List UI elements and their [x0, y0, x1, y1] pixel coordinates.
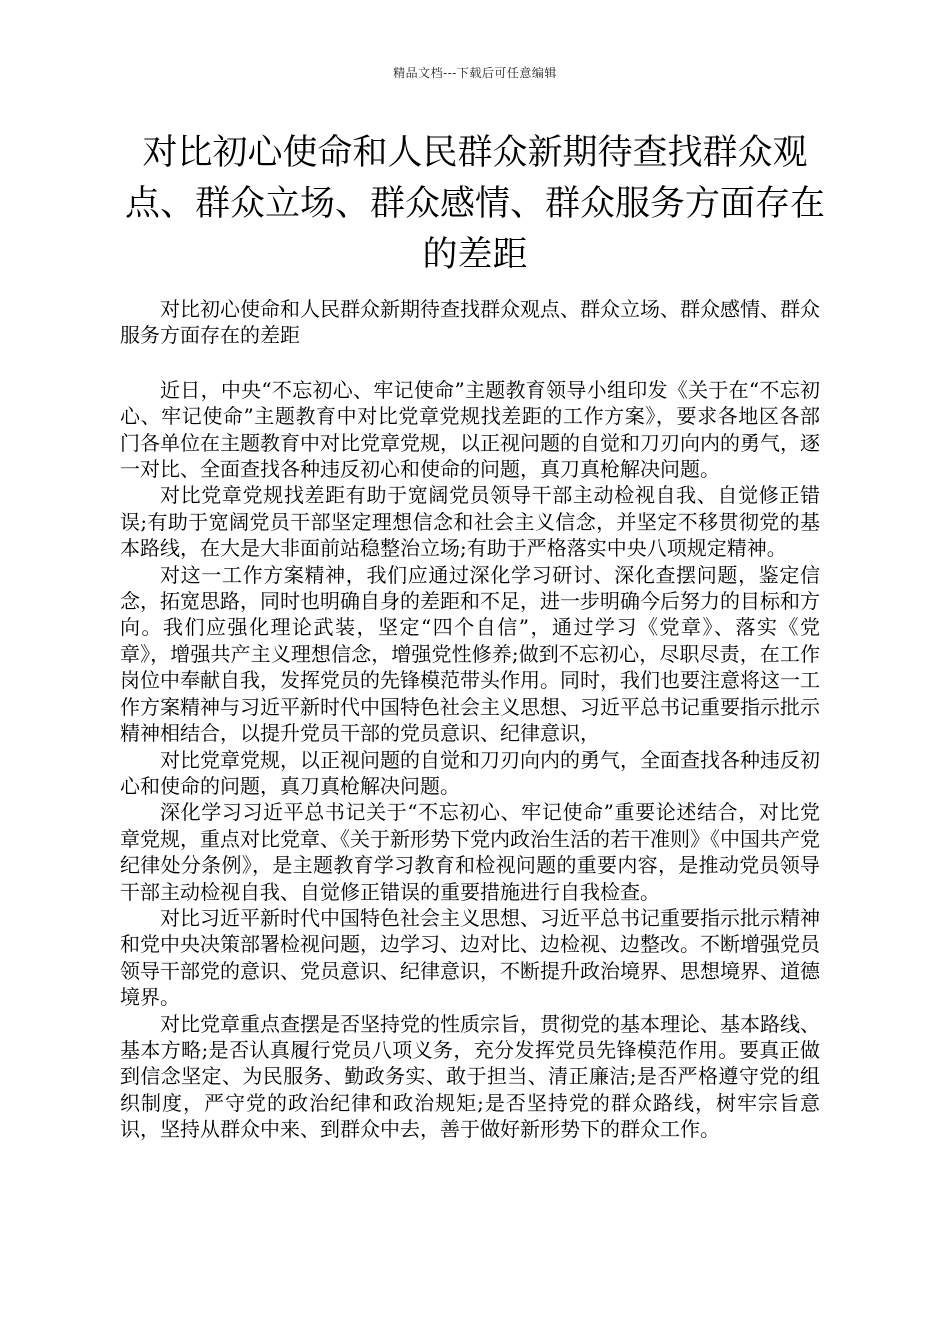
paragraph: 对比党章重点查摆是否坚持党的性质宗旨，贯彻党的基本理论、基本路线、基本方略;是否认真履行党员八项义务，充分发挥党员先锋模范作用。要真正做到信念坚定、为民服务、勤政务实、敢于担当、清正廉洁;是否严格遵守党的组织制度，严守党的政治纪律和政治规矩;是否坚持党的群众路线，树牢宗旨意识，坚持从群众中来、到群众中去，善于做好新形势下的群众工作。	[120, 1011, 820, 1142]
paragraph: 对比党章党规找差距有助于宽阔党员领导干部主动检视自我、自觉修正错误;有助于宽阔党员干部坚定理想信念和社会主义信念，并坚定不移贯彻党的基本路线，在大是大非面前站稳整治立场;有助于严格落实中央八项规定精神。	[120, 483, 820, 561]
paragraph-subtitle: 对比初心使命和人民群众新期待查找群众观点、群众立场、群众感情、群众服务方面存在的差距	[120, 297, 820, 348]
paragraph: 对比党章党规，以正视问题的自觉和刀刃向内的勇气，全面查找各种违反初心和使命的问题，真刀真枪解决问题。	[120, 747, 820, 798]
paragraph: 对这一工作方案精神，我们应通过深化学习研讨、深化查摆问题，鉴定信念，拓宽思路，同时也明确自身的差距和不足，进一步明确今后努力的目标和方向。我们应强化理论武装，坚定“四个自信”，通过学习《党章》、落实《党章》，增强共产主义理想信念，增强党性修养;做到不忘初心，尽职尽责，在工作岗位中奉献自我，发挥党员的先锋模范带头作用。同时，我们也要注意将这一工作方案精神与习近平新时代中国特色社会主义思想、习近平总书记重要指示批示精神相结合，以提升党员干部的党员意识、纪律意识，	[120, 562, 820, 746]
document-body	[120, 296, 820, 1143]
header-note: 精品文档---下载后可任意编辑	[393, 66, 557, 80]
paragraph: 对比习近平新时代中国特色社会主义思想、习近平总书记重要指示批示精神和党中央决策部署检视问题，边学习、边对比、边检视、边整改。不断增强党员领导干部党的意识、党员意识、纪律意识，不断提升政治境界、思想境界、道德境界。	[120, 905, 820, 1010]
paragraph: 近日，中央“不忘初心、牢记使命”主题教育领导小组印发《关于在“不忘初心、牢记使命”主题教育中对比党章党规找差距的工作方案》，要求各地区各部门各单位在主题教育中对比党章党规，以正视问题的自觉和刀刃向内的勇气，逐一对比、全面查找各种违反初心和使命的问题，真刀真枪解决问题。	[120, 377, 820, 482]
document-title: 对比初心使命和人民群众新期待查找群众观点、群众立场、群众感情、群众服务方面存在的差距	[124, 133, 825, 275]
paragraph: 深化学习习近平总书记关于“不忘初心、牢记使命”重要论述结合，对比党章党规，重点对比党章、《关于新形势下党内政治生活的若干准则》《中国共产党纪律处分条例》，是主题教育学习教育和检视问题的重要内容，是推动党员领导干部主动检视自我、自觉修正错误的重要措施进行自我检查。	[120, 800, 820, 904]
